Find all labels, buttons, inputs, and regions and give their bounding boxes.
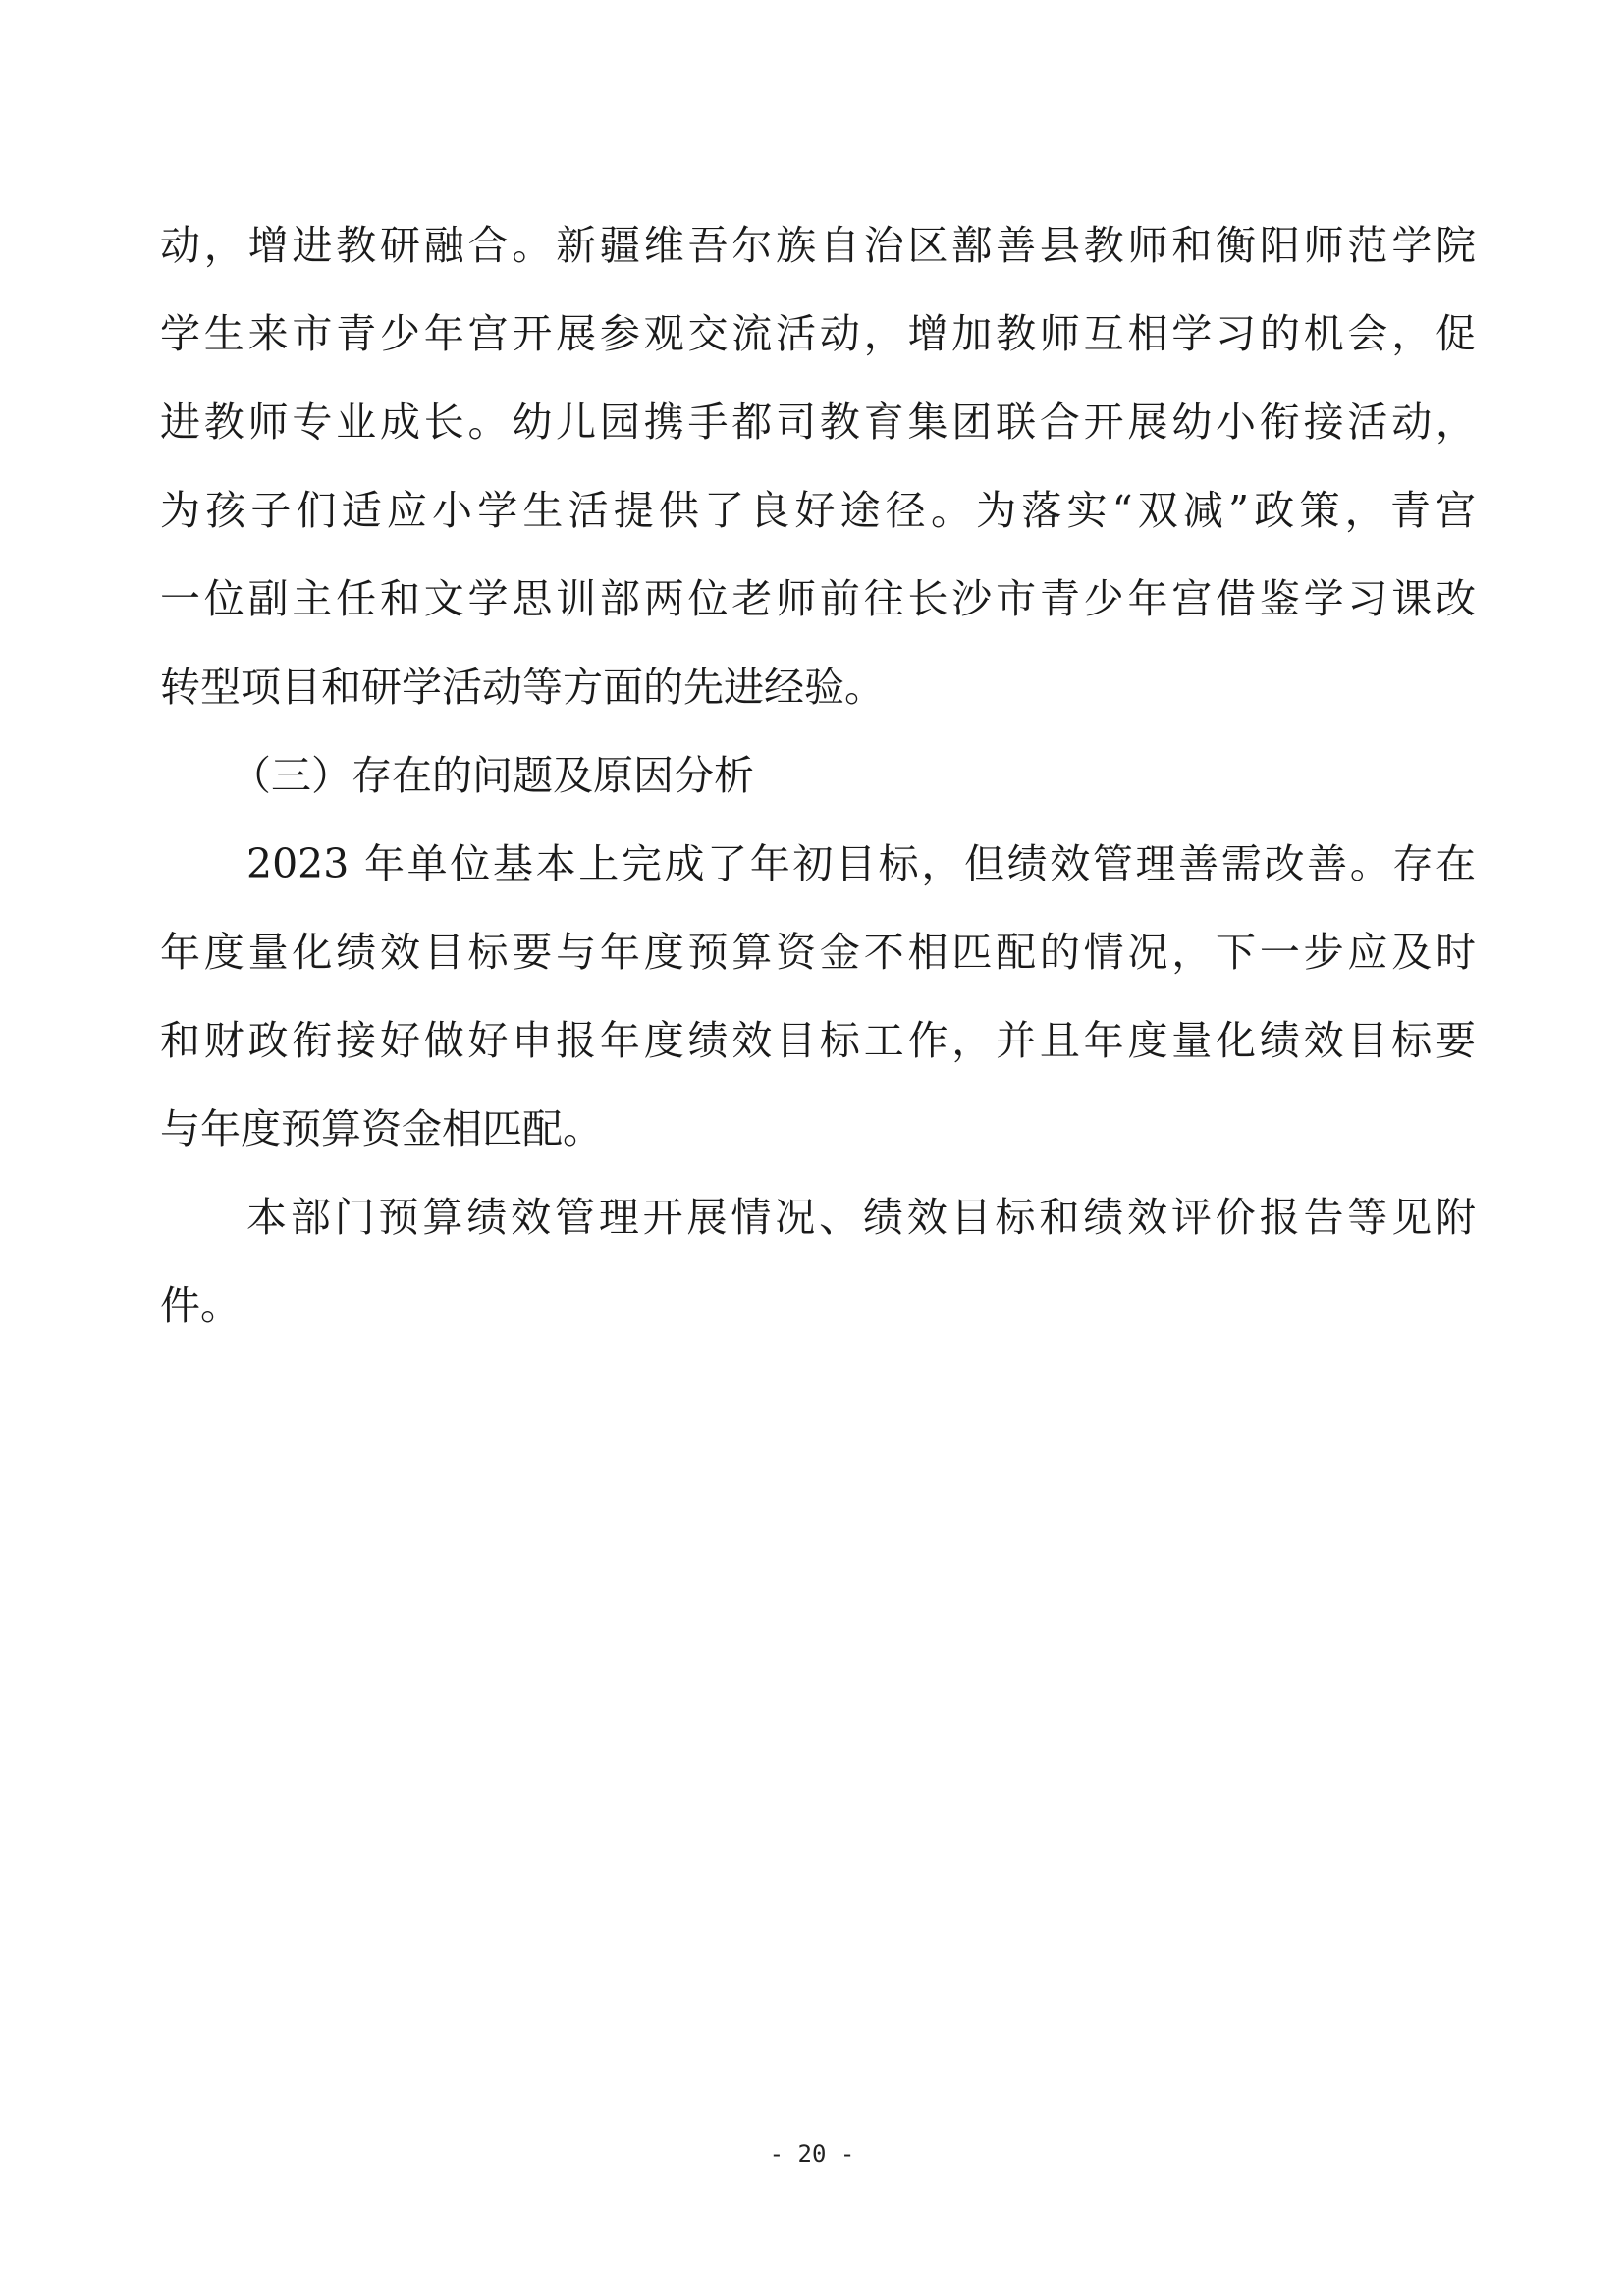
page-number: - 20 -: [769, 2140, 855, 2167]
paragraph-line: 本部门预算绩效管理开展情况、绩效目标和绩效评价报告等见附: [246, 1194, 1476, 1241]
paragraph-line: 为孩子们适应小学生活提供了良好途径。为落实“双减”政策，青宫: [160, 487, 1476, 534]
paragraph-line: 年度量化绩效目标要与年度预算资金不相匹配的情况，下一步应及时: [160, 929, 1476, 976]
paragraph-line: 转型项目和研学活动等方面的先进经验。: [160, 664, 885, 711]
paragraph-line: 动，增进教研融合。新疆维吾尔族自治区鄯善县教师和衡阳师范学院: [160, 222, 1476, 269]
paragraph-line: 2023 年单位基本上完成了年初目标，但绩效管理善需改善。存在: [246, 840, 1476, 887]
section-heading: （三）存在的问题及原因分析: [231, 752, 754, 799]
paragraph-line: 学生来市青少年宫开展参观交流活动，增加教师互相学习的机会，促: [160, 310, 1476, 357]
paragraph-line: 一位副主任和文学思训部两位老师前往长沙市青少年宫借鉴学习课改: [160, 575, 1476, 622]
paragraph-line: 件。: [160, 1282, 241, 1329]
body-text: [160, 201, 1476, 1350]
paragraph-line: 与年度预算资金相匹配。: [160, 1105, 603, 1152]
paragraph-line: 进教师专业成长。幼儿园携手都司教育集团联合开展幼小衔接活动，: [160, 399, 1476, 446]
paragraph-line: 和财政衔接好做好申报年度绩效目标工作，并且年度量化绩效目标要: [160, 1017, 1476, 1064]
